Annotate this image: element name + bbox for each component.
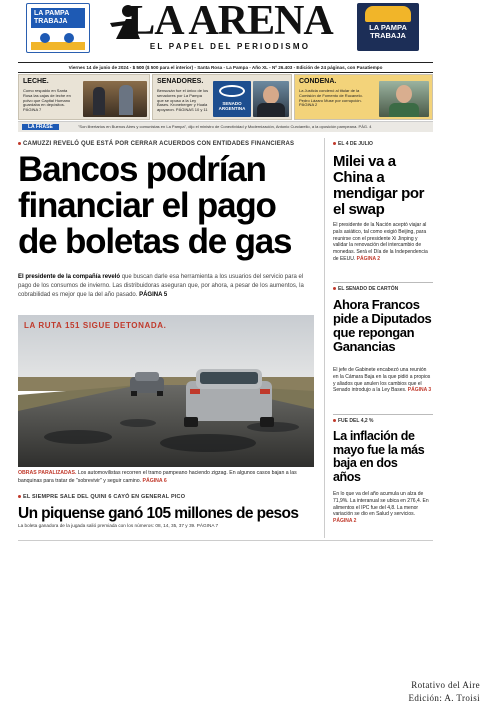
right-body-text: En lo que va del año acumula un alza de 71,9%. La interanual se ubica en 276,4. En alimentos el IPC fue del 4,8. La menor variación se dio en Salud y servicios. [333,491,429,518]
logo-text: LA PAMPA TRABAJA [31,8,85,28]
logo-shape [365,6,411,22]
logo-text: LA PAMPA TRABAJA [369,23,407,40]
photo-caption [18,470,314,485]
right-body-2 [333,367,433,394]
right-body-text: El presidente de la Nación aceptó viajar al país asiático, tal como exigió Beijing, para reunirse con el presidente Xi Jinping y validar la renovación del intercambio de monedas. Será el Día de la Independencia de EEUU. [333,222,428,262]
teaser-photo [379,81,429,117]
senado-badge-text: SENADO ARGENTINA [218,101,246,111]
la-pampa-trabaja-logo-left [26,3,90,53]
dateline-date: Viernes 14 de junio de 2024 - [68,65,133,70]
kicker-bullet-icon [333,142,336,145]
la-pampa-trabaja-logo-right [357,3,419,51]
quini-kicker [18,494,318,500]
quini-headline[interactable]: Un piquense ganó 105 millones de pesos [18,505,299,522]
teaser-leche[interactable] [18,74,150,120]
senado-badge [213,81,251,117]
dek-page: PÁGINA 5 [139,292,168,298]
right-body-1 [333,222,433,263]
teaser-text: Como respaldo en Santa Rosa las cajas de leche en polvo que Capital Humano guardaba en depósitos. PÁGINA 7 [23,88,71,113]
teaser-title: LECHE. [23,78,49,85]
kicker-bullet-icon [18,495,21,498]
credit-line-1: Rotativo del Aire [411,680,480,690]
main-photo-road[interactable] [18,315,314,467]
car-back [130,372,164,396]
teaser-photo [253,81,289,117]
right-kicker-3 [333,418,373,424]
teaser-condena[interactable] [294,74,433,120]
right-divider [333,414,433,415]
right-body-text: El jefe de Gabinete encabezó una reunión en la Cámara Baja en la que pidió a propios y aliados que anulen los cambios que el Senado introdujo a la Ley Bases. [333,367,431,394]
caption-highlight: OBRAS PARALIZADAS. [18,470,77,476]
main-headline[interactable]: Bancos podrían financiar el pago de boletas de gas [18,150,292,261]
dateline-rule [18,72,433,73]
kicker-bullet-icon [18,142,21,145]
credit-line-2: Edición: A. Troisi [408,693,480,703]
teaser-text: La Justicia condenó al titular de la Comisión de Fomento de Rucanelo. Pedro Lázaro Muse por corrupción. PÁGINA 2 [299,88,363,108]
kicker-bullet-icon [333,287,336,290]
photo-label: LA RUTA 151 SIGUE DETONADA. [24,321,167,330]
right-body-3 [333,491,433,525]
masthead-rule [18,62,433,63]
newspaper-title: LA ARENA [127,0,333,44]
right-kicker-text: EL SENADO DE CARTÓN [338,286,399,292]
newspaper-subtitle: EL PAPEL DEL PERIODISMO [149,42,311,51]
caption-page: PÁGINA 6 [142,477,167,484]
right-kicker-1 [333,141,373,147]
price: $ 500 [132,65,145,70]
right-body-page: PÁGINA 3 [407,387,432,394]
dateline [18,65,433,70]
teaser-title: SENADORES. [157,78,204,85]
teaser-photo [83,81,147,117]
right-body-page: PÁGINA 2 [356,255,381,262]
la-frase-bar [18,121,433,132]
right-headline-1[interactable]: Milei va a China a mendigar por el swap [333,153,425,218]
car-front [184,369,274,427]
main-kicker [18,141,318,147]
main-kicker-text: CAMUZZI REVELÓ QUE ESTÁ POR CERRAR ACUERDOS CON ENTIDADES FINANCIERAS [23,141,295,147]
la-frase-tag: LA FRASE [22,124,59,130]
dek-lead: El presidente de la compañía reveló [18,274,121,280]
la-frase-quote: "Son libertarios en Buenos Aires y comunistas en La Pampa", dijo el ministro de Conectividad y Modernización, Antonio Curciarello, a la oposición pampeana. PÁG. 4 [78,124,372,129]
quini-kicker-text: EL SIEMPRE SALE DEL QUINI 6 CAYÓ EN GENERAL PICO [23,494,186,500]
kicker-bullet-icon [333,419,336,422]
quini-dek: La boleta ganadora de la jugada salió premiada con los números: 08, 14, 35, 37 y 39. PÁGINA 7 [18,523,219,528]
logo-figure-icon [31,30,85,50]
right-kicker-text: EL 4 DE JULIO [338,141,373,147]
right-divider [333,282,433,283]
right-body-page: PÁGINA 2 [333,518,357,525]
teaser-senadores[interactable] [152,74,292,120]
caption-text: Los automovilistas recorren el tramo pampeano haciendo zigzag. En algunos casos bajan a las banquinas para tratar de "sobrevivir" y seguir camino. [18,470,297,484]
main-dek [18,273,316,300]
right-headline-2[interactable]: Ahora Francos pide a Diputados que repongan Ganancias [333,297,432,354]
page-bottom-rule [18,540,433,541]
road-photo-illustration [18,315,314,467]
dek-text: que buscan darle esa herramienta a los usuarios del servicio para el pago de los consumos de invierno. Las distribuidoras aseguran que, por ahora, a pesar de los aumentos, la cobrabilidad es mejor que la del año pasado. [18,274,304,298]
right-headline-3[interactable]: La inflación de mayo fue la más baja en dos años [333,429,425,484]
dateline-info: ($ 500 para el interior) - Santa Rosa - La Pampa - Año XL - Nº 26.403 - Edición de 24 páginas, con Pasatiempo [144,65,383,70]
teaser-title: CONDENA. [299,78,337,85]
right-kicker-2 [333,286,398,292]
column-divider [324,138,325,538]
teaser-text: Bensusán fue el único de los senadores por La Pampa que se opuso a la Ley Bases. Kroneberger y Huala apoyaron. PÁGINAS 10 y 11 [157,88,209,113]
right-kicker-text: FUE DEL 4,2 % [338,418,374,424]
